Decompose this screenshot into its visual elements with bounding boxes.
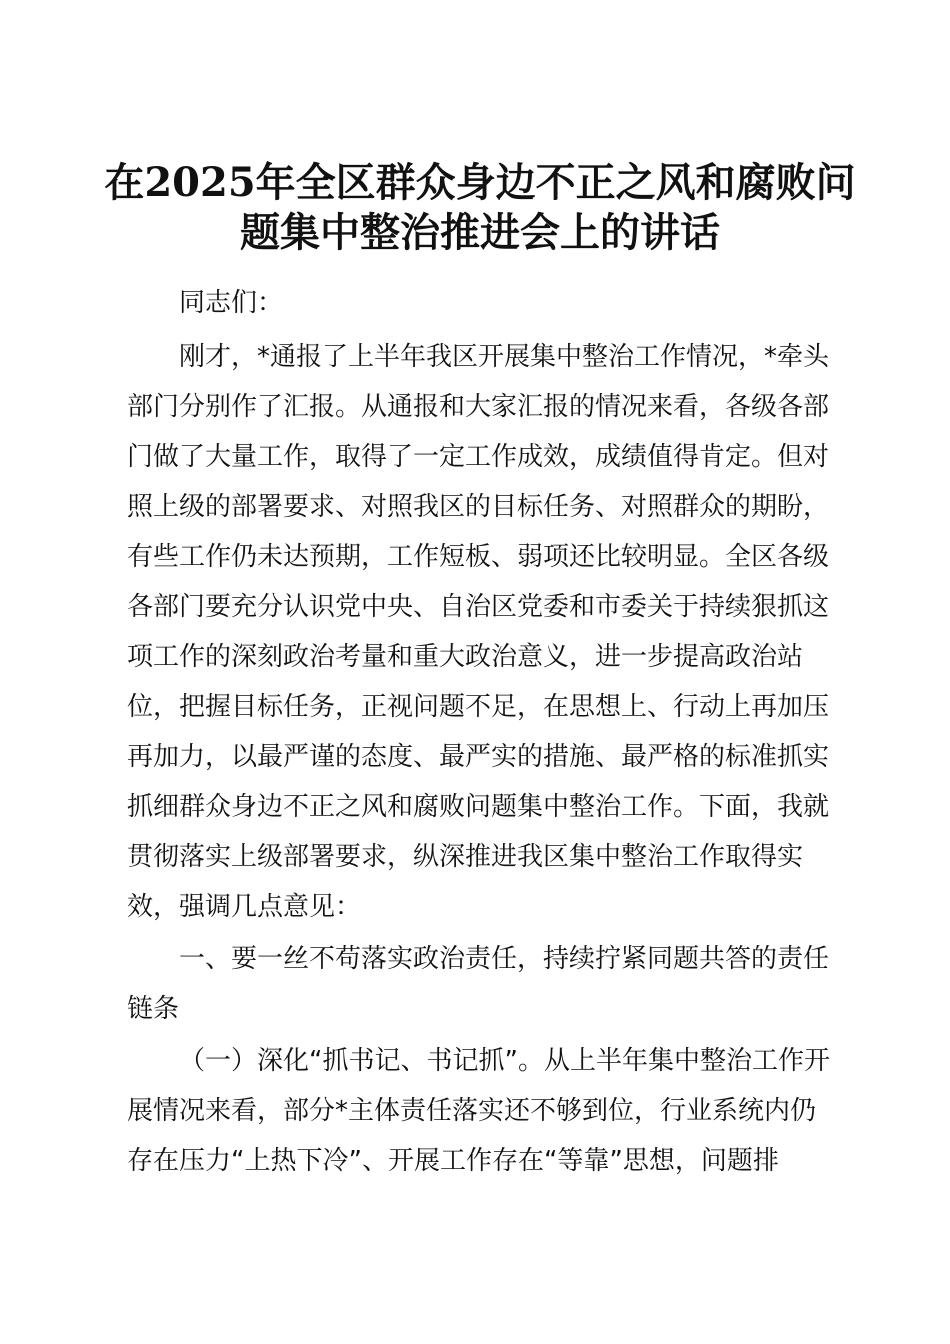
document-body — [127, 278, 832, 1186]
body-paragraph: 刚才，*通报了上半年我区开展集中整治工作情况，*牵头部门分别作了汇报。从通报和大家汇报的情况来看，各级各部门做了大量工作，取得了一定工作成效，成绩值得肯定。但对照上级的部署要求、对照我区的目标任务、对照群众的期盼，有些工作仍未达预期，工作短板、弱项还比较明显。全区各级各部门要充分认识党中央、自治区党委和市委关于持续狠抓这项工作的深刻政治考量和重大政治意义，进一步提高政治站位，把握目标任务，正视问题不足，在思想上、行动上再加压再加力，以最严谨的态度、最严实的措施、最严格的标准抓实抓细群众身边不正之风和腐败问题集中整治工作。下面，我就贯彻落实上级部署要求，纵深推进我区集中整治工作取得实效，强调几点意见： — [127, 342, 830, 922]
salutation: 同志们： — [179, 288, 284, 318]
subsection-paragraph: （一）深化“抓书记、书记抓”。从上半年集中整治工作开展情况来看，部分*主体责任落实还不够到位，行业系统内仍存在压力“上热下冷”、开展工作存在“等靠”思想，问题排 — [127, 1046, 830, 1176]
section-heading: 一、要一丝不苟落实政治责任，持续拧紧同题共答的责任链条 — [127, 944, 830, 1024]
document-title: 在2025年全区群众身边不正之风和腐败问题集中整治推进会上的讲话 — [104, 159, 856, 256]
